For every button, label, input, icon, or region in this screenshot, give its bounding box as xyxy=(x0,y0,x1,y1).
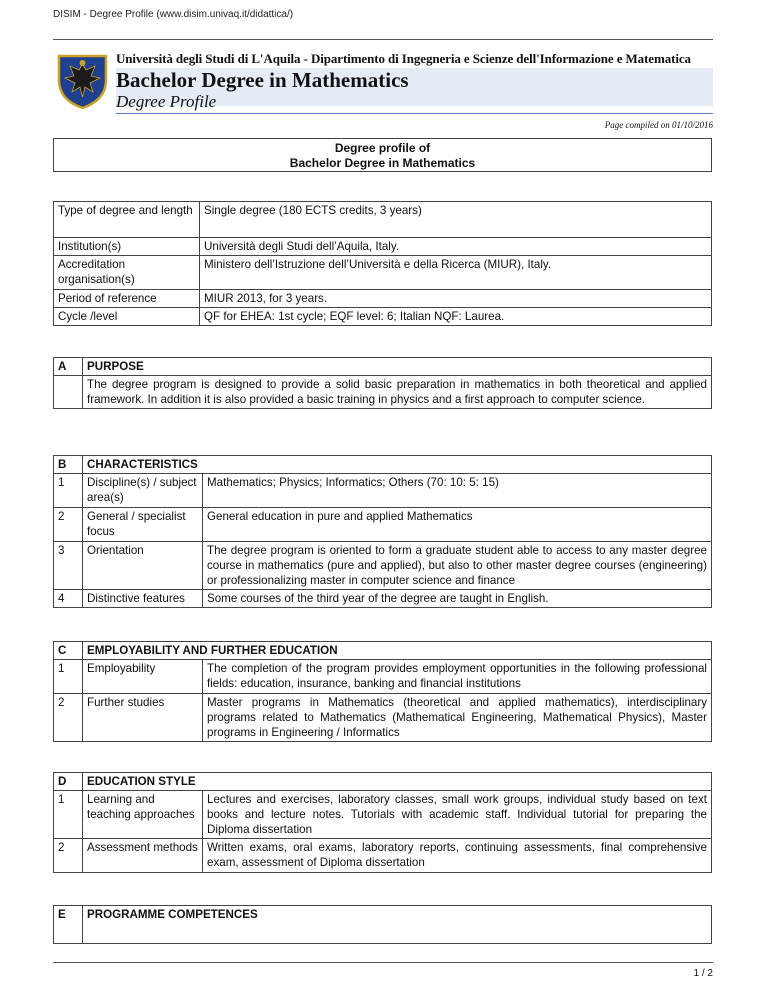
row-label: Orientation xyxy=(83,542,203,590)
section-letter: A xyxy=(54,358,83,376)
section-characteristics xyxy=(53,455,712,608)
section-education-style xyxy=(53,772,712,873)
table-row xyxy=(54,791,712,839)
info-label: Type of degree and length xyxy=(54,202,200,238)
row-number: 4 xyxy=(54,590,83,608)
page-header: DISIM - Degree Profile (www.disim.univaq.it/didattica/) xyxy=(53,9,294,20)
section-title: PURPOSE xyxy=(83,358,712,376)
row-number: 2 xyxy=(54,694,83,742)
section-letter: C xyxy=(54,642,83,660)
compiled-date: Page compiled on 01/10/2016 xyxy=(604,120,713,130)
row-number: 3 xyxy=(54,542,83,590)
header-rule xyxy=(53,39,713,40)
row-value: Master programs in Mathematics (theoretical and applied mathematics), interdisciplinary programs related to Mathematics (Mathematical Engineering, Mathematical Physics), Master programs in Engineering / Informatics xyxy=(203,694,712,742)
info-row xyxy=(54,308,712,326)
row-label: Discipline(s) / subject area(s) xyxy=(83,474,203,508)
profile-title-line-2: Bachelor Degree in Mathematics xyxy=(289,156,476,170)
section-letter: D xyxy=(54,773,83,791)
info-row xyxy=(54,290,712,308)
table-row xyxy=(54,474,712,508)
row-label: Distinctive features xyxy=(83,590,203,608)
row-number: 1 xyxy=(54,660,83,694)
section-title: CHARACTERISTICS xyxy=(83,456,712,474)
info-row xyxy=(54,238,712,256)
section-competences xyxy=(53,905,712,944)
info-value: Università degli Studi dell’Aquila, Italy. xyxy=(200,238,712,256)
purpose-text: The degree program is designed to provide a solid basic preparation in mathematics in both theoretical and applied framework. In addition it is also provided a basic training in physics and a first approach to computer science. xyxy=(83,376,712,409)
degree-title: Bachelor Degree in Mathematics xyxy=(116,68,409,92)
table-row xyxy=(54,694,712,742)
row-value: Lectures and exercises, laboratory classes, small work groups, individual study based on text books and lecture notes. Tutorials with academic staff. Individual tutorial for preparing the Diploma dissertation xyxy=(203,791,712,839)
row-label: Employability xyxy=(83,660,203,694)
info-value: QF for EHEA: 1st cycle; EQF level: 6; Italian NQF: Laurea. xyxy=(200,308,712,326)
section-letter: E xyxy=(54,906,83,944)
eagle-crest-icon xyxy=(55,50,110,110)
row-number: 2 xyxy=(54,839,83,873)
section-employability xyxy=(53,641,712,742)
info-value: MIUR 2013, for 3 years. xyxy=(200,290,712,308)
footer-rule xyxy=(53,962,713,963)
info-label: Period of reference xyxy=(54,290,200,308)
row-value: General education in pure and applied Mathematics xyxy=(203,508,712,542)
info-row xyxy=(54,202,712,238)
row-number: 2 xyxy=(54,508,83,542)
info-row xyxy=(54,256,712,290)
section-letter: B xyxy=(54,456,83,474)
row-value: The degree program is oriented to form a graduate student able to access to any master degree course in mathematics (pure and applied), but also to other master degree courses (engineering) or professionalizing master in computer science and finance xyxy=(203,542,712,590)
info-label: Cycle /level xyxy=(54,308,200,326)
row-number: 1 xyxy=(54,474,83,508)
info-value: Single degree (180 ECTS credits, 3 years) xyxy=(200,202,712,238)
row-label: Further studies xyxy=(83,694,203,742)
page-number: 1 / 2 xyxy=(693,968,713,979)
info-label: Accreditation organisation(s) xyxy=(54,256,200,290)
profile-title-box xyxy=(53,138,712,172)
section-purpose xyxy=(53,357,712,409)
table-row xyxy=(54,542,712,590)
university-line: Università degli Studi di L'Aquila - Dipartimento di Ingegneria e Scienze dell'Informazione e Matematica xyxy=(116,51,691,66)
info-value: Ministero dell’Istruzione dell’Università e della Ricerca (MIUR), Italy. xyxy=(200,256,712,290)
row-number: 1 xyxy=(54,791,83,839)
profile-title-line-1: Degree profile of xyxy=(334,141,431,155)
section-title: PROGRAMME COMPETENCES xyxy=(83,906,712,944)
row-label: Learning and teaching approaches xyxy=(83,791,203,839)
row-value: Mathematics; Physics; Informatics; Others (70: 10: 5: 15) xyxy=(203,474,712,508)
section-title: EDUCATION STYLE xyxy=(83,773,712,791)
table-row xyxy=(54,839,712,873)
empty-cell xyxy=(54,376,83,409)
degree-subtitle: Degree Profile xyxy=(116,92,217,111)
title-rule xyxy=(116,113,713,114)
row-label: General / specialist focus xyxy=(83,508,203,542)
section-title: EMPLOYABILITY AND FURTHER EDUCATION xyxy=(83,642,712,660)
row-value: The completion of the program provides employment opportunities in the following professional fields: education, insurance, banking and financial institutions xyxy=(203,660,712,694)
info-label: Institution(s) xyxy=(54,238,200,256)
table-row xyxy=(54,590,712,608)
row-value: Some courses of the third year of the degree are taught in English. xyxy=(203,590,712,608)
row-value: Written exams, oral exams, laboratory reports, continuing assessments, final comprehensive exam, assessment of Diploma dissertation xyxy=(203,839,712,873)
table-row xyxy=(54,508,712,542)
info-table xyxy=(53,201,712,326)
row-label: Assessment methods xyxy=(83,839,203,873)
table-row xyxy=(54,660,712,694)
